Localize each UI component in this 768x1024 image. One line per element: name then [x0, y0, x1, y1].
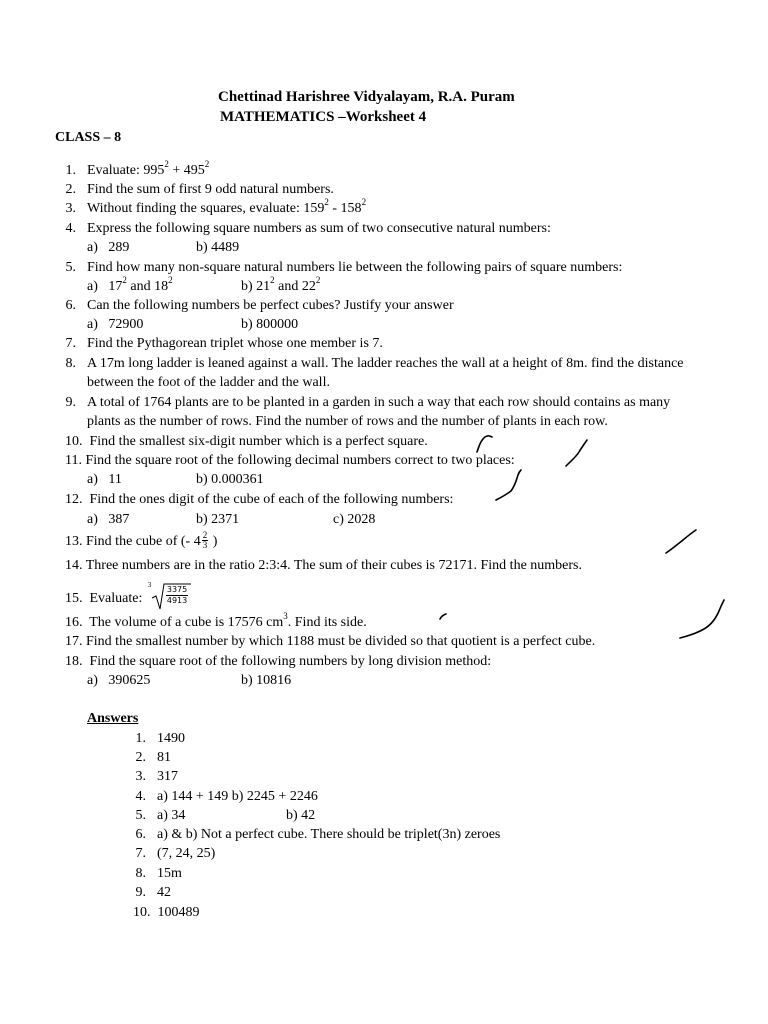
answer-5-number: 5.: [135, 808, 146, 823]
question-9-line-2: plants as the number of rows. Find the number of rows and the number of plants in each row.: [87, 414, 608, 429]
question-12: 12. Find the ones digit of the cube of each of the following numbers:: [65, 492, 454, 507]
question-10: 10. Find the smallest six-digit number which is a perfect square.: [65, 434, 428, 449]
answers-heading: Answers: [87, 711, 139, 726]
question-15: 15. Evaluate: 3 3375 4913: [65, 584, 192, 614]
question-12-option-a: a) 387: [87, 512, 130, 527]
answer-3: 317: [157, 769, 178, 784]
question-4-option-b: b) 4489: [196, 240, 240, 255]
school-name: Chettinad Harishree Vidyalayam, R.A. Puram: [218, 89, 515, 105]
cube-root-expression: 3 3375 4913: [146, 582, 192, 612]
q1-number: 1.: [65, 163, 76, 178]
question-14: 14. Three numbers are in the ratio 2:3:4. The sum of their cubes is 72171. Find the numbers.: [65, 558, 582, 573]
question-18-option-b: b) 10816: [241, 673, 292, 688]
question-8-line-2: between the foot of the ladder and the wall.: [87, 375, 330, 390]
q9-number: 9.: [65, 395, 76, 410]
question-5-option-a: a) $17^2$ and $18^2$: [87, 275, 173, 294]
question-2: Find the sum of first 9 odd natural numbers.: [87, 182, 334, 197]
question-8-line-1: A 17m long ladder is leaned against a wall. The ladder reaches the wall at a height of 8m. find the distance: [87, 356, 684, 371]
q4-number: 4.: [65, 221, 76, 236]
answer-8: 15m: [157, 866, 182, 881]
answer-10: 10. 100489: [133, 905, 200, 920]
question-12-option-b: b) 2371: [196, 512, 240, 527]
q5-number: 5.: [65, 260, 76, 275]
question-11: 11. Find the square root of the following decimal numbers correct to two places:: [65, 453, 515, 468]
mixed-fraction: $\frac{2}{3}$: [202, 530, 208, 551]
answer-4: a) 144 + 149 b) 2245 + 2246: [157, 789, 318, 804]
answer-2-number: 2.: [135, 750, 146, 765]
class-label: CLASS – 8: [55, 130, 122, 145]
question-5-option-b: b) $21^2$ and $22^2$: [241, 275, 321, 294]
answer-8-number: 8.: [135, 866, 146, 881]
question-13: 13. Find the cube of (- 4 $\frac{2}{3}$ ): [65, 530, 218, 551]
question-4-option-a: a) 289: [87, 240, 130, 255]
question-3: Without finding the squares, evaluate: $159^2 - 158^2$: [87, 197, 367, 216]
answer-5: a) 34: [157, 808, 186, 823]
answer-4-number: 4.: [135, 789, 146, 804]
tick-mark: [477, 436, 492, 452]
question-6-option-a: a) 72900: [87, 317, 144, 332]
question-9-line-1: A total of 1764 plants are to be planted in a garden in such a way that each row should contains as many: [87, 395, 671, 410]
answer-1-number: 1.: [135, 731, 146, 746]
question-6: Can the following numbers be perfect cubes? Justify your answer: [87, 298, 454, 313]
question-12-option-c: c) 2028: [333, 512, 376, 527]
answer-7: (7, 24, 25): [157, 846, 216, 861]
answer-3-number: 3.: [135, 769, 146, 784]
question-5: Find how many non-square natural numbers lie between the following pairs of square numbers:: [87, 260, 623, 275]
question-4: Express the following square numbers as sum of two consecutive natural numbers:: [87, 221, 551, 236]
question-11-option-a: a) 11: [87, 472, 122, 487]
q6-number: 6.: [65, 298, 76, 313]
answer-7-number: 7.: [135, 846, 146, 861]
worksheet-title: MATHEMATICS –Worksheet 4: [220, 109, 427, 125]
question-16: 16. The volume of a cube is 17576 $cm^3$. Find its side.: [65, 611, 367, 630]
q2-number: 2.: [65, 182, 76, 197]
question-17: 17. Find the smallest number by which 1188 must be divided so that quotient is a perfect cube.: [65, 634, 596, 649]
question-1: Evaluate: $995^2 + 495^2$: [87, 159, 210, 178]
tick-mark: [440, 614, 446, 619]
q3-number: 3.: [65, 201, 76, 216]
question-18: 18. Find the square root of the following numbers by long division method:: [65, 654, 492, 669]
answer-9-number: 9.: [135, 885, 146, 900]
question-6-option-b: b) 800000: [241, 317, 299, 332]
tick-mark: [496, 470, 521, 500]
tick-mark: [566, 440, 587, 466]
answer-6-number: 6.: [135, 827, 146, 842]
answer-2: 81: [157, 750, 171, 765]
answer-9: 42: [157, 885, 171, 900]
question-7: Find the Pythagorean triplet whose one member is 7.: [87, 336, 383, 351]
question-11-option-b: b) 0.000361: [196, 472, 264, 487]
question-18-option-a: a) 390625: [87, 673, 151, 688]
q7-number: 7.: [65, 336, 76, 351]
answer-5-b: b) 42: [286, 808, 316, 823]
answer-1: 1490: [157, 731, 185, 746]
q8-number: 8.: [65, 356, 76, 371]
answer-6: a) & b) Not a perfect cube. There should be triplet(3n) zeroes: [157, 827, 501, 842]
tick-mark: [680, 600, 724, 638]
tick-mark: [666, 530, 696, 553]
